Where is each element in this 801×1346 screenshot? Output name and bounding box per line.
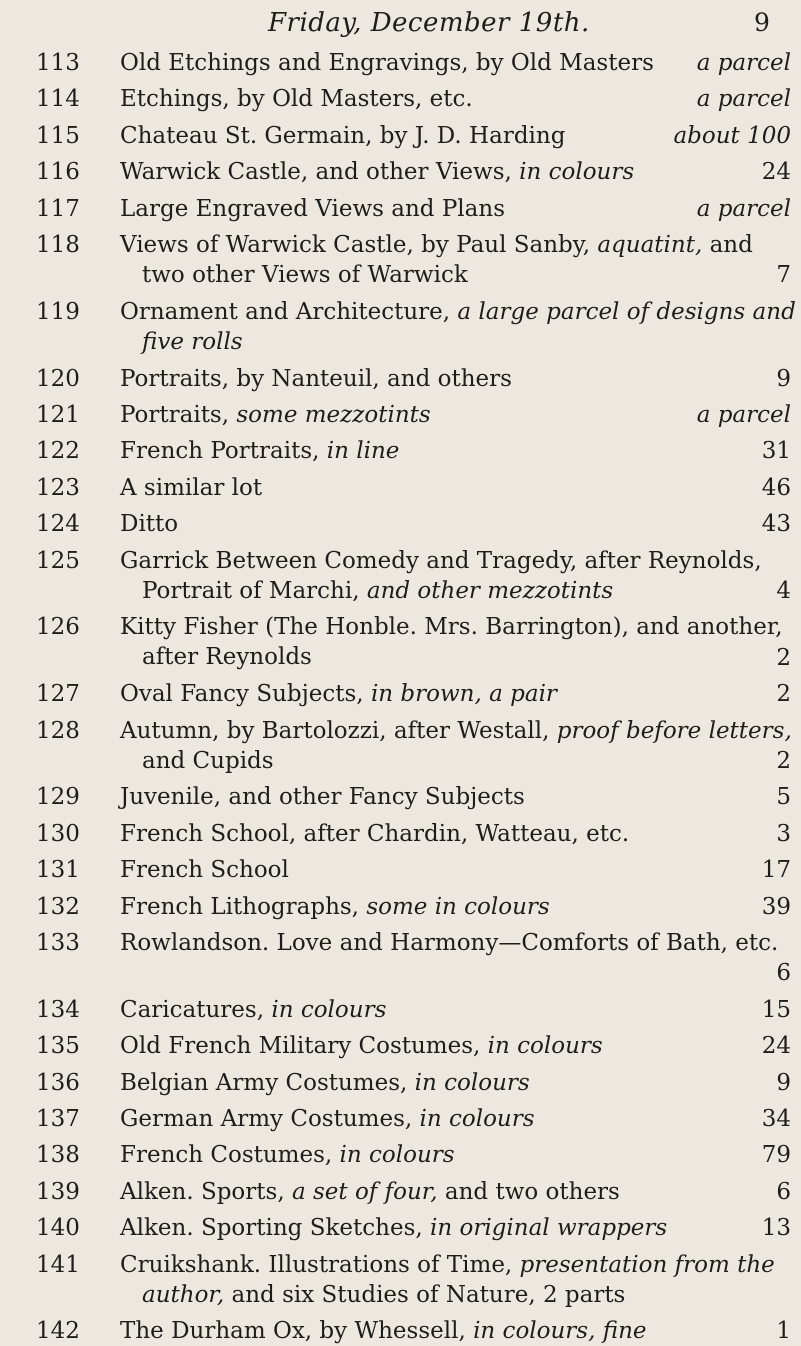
lot-quantity: 4 [776, 577, 791, 604]
text-run: French Lithographs, [120, 893, 367, 920]
text-run: and [702, 232, 753, 258]
text-run: French School [120, 857, 289, 884]
lot-description-line [120, 123, 565, 149]
lot-number: 132 [36, 893, 80, 920]
text-run: Ditto [120, 511, 179, 538]
text-run: French Costumes, [120, 1142, 340, 1169]
lot-description [120, 995, 734, 1025]
text-run: The Durham Ox, by Whessell, [120, 1318, 474, 1345]
text-run: French School, after Chardin, Watteau, etc. [120, 820, 630, 847]
lot-description [120, 400, 734, 430]
lot-number: 135 [36, 1033, 80, 1060]
lot-quantity: 17 [761, 857, 791, 884]
lot-description [120, 364, 734, 394]
lot-description-continuation [120, 746, 734, 776]
lot-quantity: 39 [761, 893, 791, 920]
lot-number: 127 [36, 681, 80, 708]
lot-quantity: 43 [761, 511, 791, 538]
lot-number: 133 [36, 930, 80, 956]
lot-description-line [120, 1106, 535, 1132]
lot-quantity: 13 [761, 1215, 791, 1242]
lot-number: 131 [36, 857, 80, 884]
text-run: Old French Military Costumes, [120, 1033, 488, 1060]
lot-number: 121 [36, 402, 80, 428]
lot-quantity: 9 [776, 365, 791, 392]
lot-description-line [120, 894, 550, 920]
text-run: in original wrappers [430, 1215, 668, 1242]
lot-description [120, 546, 762, 606]
lot-quantity: 6 [776, 1178, 791, 1205]
lot-number: 119 [36, 298, 80, 325]
lot-number: 125 [36, 547, 80, 574]
page-title: Friday, December 19th. [268, 8, 590, 38]
text-run: a large parcel of designs and [457, 298, 796, 325]
lot-quantity: 6 [776, 960, 791, 987]
lot-quantity: 7 [776, 262, 791, 289]
lot-description-line [120, 1142, 455, 1168]
lot-description [120, 84, 734, 114]
lot-number: 141 [36, 1251, 80, 1278]
lot-number: 116 [36, 159, 80, 186]
lot-description-line [120, 50, 654, 76]
lot-number: 129 [36, 784, 80, 811]
lot-number: 142 [36, 1318, 80, 1345]
text-run: in colours, fine [473, 1318, 647, 1345]
text-run: Autumn, by Bartolozzi, after Westall, [120, 717, 557, 744]
lot-description-line [120, 1179, 620, 1205]
lot-quantity: 24 [761, 1033, 791, 1060]
lot-quantity: about 100 [673, 122, 791, 149]
lot-description-line [120, 299, 796, 325]
lot-quantity: 24 [761, 159, 791, 186]
lot-quantity: 15 [761, 996, 791, 1023]
text-run: and other mezzotints [366, 577, 614, 604]
lot-description [120, 121, 734, 151]
lot-number: 126 [36, 614, 80, 641]
lot-description-line [120, 475, 262, 501]
lot-description-continuation [120, 576, 734, 606]
lot-description [120, 194, 734, 224]
text-run: Portrait of Marchi, [142, 577, 367, 604]
lot-description [120, 48, 734, 78]
lot-description-continuation [120, 642, 734, 672]
lot-number: 130 [36, 820, 80, 847]
lot-quantity: a parcel [696, 402, 791, 428]
lot-number: 114 [36, 86, 80, 113]
text-run: Portraits, [120, 402, 237, 428]
text-run: in colours [339, 1142, 455, 1169]
lot-description-line [120, 1215, 667, 1241]
lot-description-line [120, 1252, 775, 1278]
lot-description-line [120, 857, 289, 883]
lot-description [120, 782, 734, 812]
lot-quantity: 79 [761, 1142, 791, 1169]
text-run: author, [142, 1281, 225, 1308]
lot-number: 117 [36, 195, 80, 222]
text-run: Juvenile, and other Fancy Subjects [120, 784, 525, 811]
lot-description-continuation [120, 327, 734, 357]
text-run: a set of four, [291, 1178, 438, 1205]
lot-number: 128 [36, 717, 80, 744]
lot-description [120, 473, 734, 503]
lot-quantity: 1 [776, 1318, 791, 1345]
lot-description [120, 1104, 734, 1134]
lot-description [120, 892, 734, 922]
text-run: German Army Costumes, [120, 1106, 420, 1132]
lot-description-line [120, 681, 557, 707]
lot-description-line [120, 232, 753, 258]
lot-number: 124 [36, 511, 80, 538]
lot-description [120, 1031, 734, 1061]
text-run: Etchings, by Old Masters, etc. [120, 86, 473, 113]
lot-quantity: 2 [776, 747, 791, 774]
lot-number: 115 [36, 122, 80, 149]
text-run: Alken. Sports, [120, 1178, 292, 1205]
lot-number: 120 [36, 365, 80, 392]
lot-description-line [120, 548, 762, 574]
text-run: Chateau St. Germain, by J. D. Harding [120, 122, 566, 149]
text-run: in colours [271, 996, 387, 1023]
lot-description [120, 1068, 734, 1098]
lot-description [120, 612, 783, 672]
text-run: and two others [437, 1178, 620, 1205]
lot-description [120, 1316, 734, 1346]
text-run: Oval Fancy Subjects, [120, 681, 371, 708]
text-run: Rowlandson. Love and Harmony—Comforts of Bath, etc. [120, 930, 779, 956]
lot-description-continuation [120, 1280, 734, 1310]
lot-quantity: a parcel [696, 86, 791, 113]
lot-quantity: 31 [761, 438, 791, 465]
lot-quantity: 5 [776, 784, 791, 811]
text-run: Views of Warwick Castle, by Paul Sanby, [120, 232, 598, 258]
lot-quantity: a parcel [696, 50, 791, 76]
text-run: after Reynolds [142, 644, 312, 671]
lot-description-line [120, 784, 525, 810]
text-run: A similar lot [120, 474, 263, 501]
text-run: Old Etchings and Engravings, by Old Masters [120, 50, 654, 76]
lot-quantity: a parcel [696, 195, 791, 222]
lot-description-line [120, 366, 512, 392]
text-run: five rolls [142, 328, 243, 355]
lot-number: 118 [36, 232, 80, 258]
lot-description [120, 1140, 734, 1170]
lot-description-line [120, 997, 386, 1023]
text-run: Garrick Between Comedy and Tragedy, after Reynolds, [120, 547, 762, 574]
text-run: presentation from the [519, 1251, 775, 1278]
lot-quantity: 3 [776, 820, 791, 847]
text-run: aquatint, [597, 232, 703, 258]
lot-description-line [120, 86, 473, 112]
lot-number: 134 [36, 996, 80, 1023]
lot-description-line [120, 1070, 530, 1096]
text-run: and Cupids [142, 747, 274, 774]
lot-description-line [120, 402, 431, 428]
lot-description-line [120, 614, 783, 640]
text-run: in colours [414, 1069, 530, 1096]
lot-description-continuation [120, 260, 734, 290]
lot-number: 139 [36, 1178, 80, 1205]
lot-quantity: 46 [761, 474, 791, 501]
text-run: Ornament and Architecture, [120, 298, 458, 325]
lot-description [120, 157, 734, 187]
lot-description-line [120, 718, 792, 744]
lot-number: 140 [36, 1215, 80, 1242]
lot-description [120, 230, 753, 290]
lot-description [120, 509, 734, 539]
lot-description [120, 819, 734, 849]
lot-description [120, 1213, 734, 1243]
lot-number: 123 [36, 474, 80, 501]
lot-number: 137 [36, 1106, 80, 1132]
lot-description-line [120, 1033, 603, 1059]
lot-description-line [120, 821, 629, 847]
lot-description-line [120, 159, 634, 185]
text-run: and six Studies of Nature, 2 parts [224, 1281, 626, 1308]
lot-number: 122 [36, 438, 80, 465]
lot-description-line [120, 511, 178, 537]
page-header [0, 8, 801, 42]
text-run: Large Engraved Views and Plans [120, 195, 505, 222]
lot-number: 136 [36, 1069, 80, 1096]
lot-description [120, 1250, 775, 1310]
lot-quantity: 34 [761, 1106, 791, 1132]
text-run: Cruikshank. Illustrations of Time, [120, 1251, 520, 1278]
lot-description-line [120, 438, 399, 464]
lot-description [120, 1177, 734, 1207]
lot-description-line [120, 196, 505, 222]
lot-number: 113 [36, 50, 80, 76]
text-run: in colours [419, 1106, 535, 1132]
text-run: Warwick Castle, and other Views, [120, 159, 520, 186]
lot-quantity: 2 [776, 681, 791, 708]
text-run: two other Views of Warwick [142, 262, 468, 288]
lot-quantity: 9 [776, 1069, 791, 1096]
page-number: 9 [754, 8, 770, 37]
text-run: French Portraits, [120, 438, 327, 465]
text-run: in colours [519, 159, 635, 186]
lot-description [120, 436, 734, 466]
lot-number: 138 [36, 1142, 80, 1169]
text-run: Kitty Fisher (The Honble. Mrs. Barrington), and another, [120, 614, 783, 641]
text-run: in colours [487, 1033, 603, 1060]
text-run: Portraits, by Nanteuil, and others [120, 365, 512, 392]
text-run: in brown, a pair [370, 681, 557, 708]
text-run: some in colours [366, 893, 550, 920]
lot-description [120, 679, 734, 709]
text-run: some mezzotints [236, 402, 431, 428]
lot-description [120, 928, 779, 958]
lot-description-line [120, 1318, 647, 1344]
lot-quantity: 2 [776, 644, 791, 671]
text-run: proof before letters, [556, 717, 792, 744]
text-run: Caricatures, [120, 996, 272, 1023]
lot-description [120, 716, 792, 776]
text-run: Belgian Army Costumes, [120, 1069, 415, 1096]
lot-description [120, 297, 796, 357]
text-run: Alken. Sporting Sketches, [120, 1215, 430, 1242]
text-run: in line [326, 438, 400, 465]
lot-description-line [120, 930, 778, 956]
lot-description [120, 855, 734, 885]
